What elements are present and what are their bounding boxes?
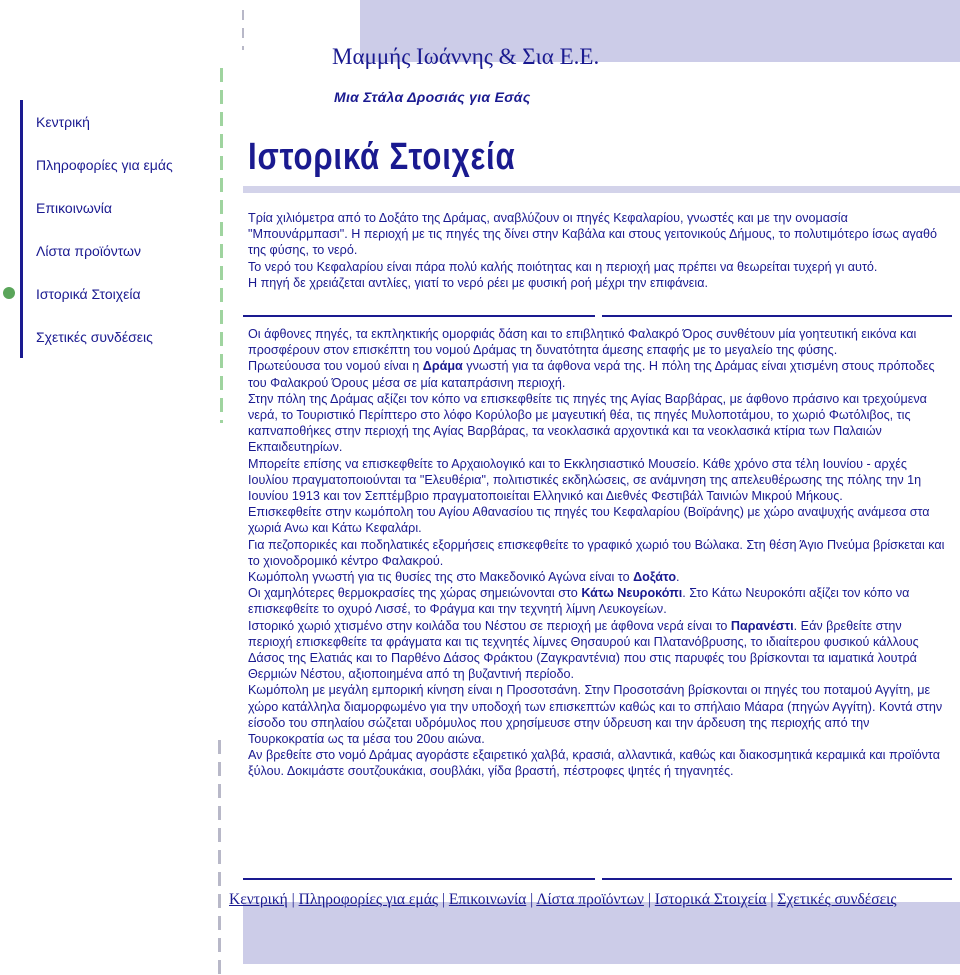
intro-paragraph: Το νερό του Κεφαλαρίου είναι πάρα πολύ καλής ποιότητας και η περιοχή μας πρέπει να θεωρείται τυχερή γι αυτό.	[248, 259, 878, 274]
text-run: γνωστή για τα άφθονα νερά της. Η πόλη της Δράμας είναι χτισμένη στους πρόποδες του Φαλακρού Όρους μέσα σε μία καταπράσινη περιοχή.	[248, 359, 935, 390]
footer-separator: |	[530, 891, 534, 908]
body-paragraph	[248, 358, 948, 390]
footer-link-products[interactable]: Λίστα προϊόντων	[536, 891, 644, 908]
sidebar-item-home[interactable]	[20, 100, 220, 143]
text-run: Κωμόπολη γνωστή για τις θυσίες της στο Μακεδονικό Αγώνα είναι το	[248, 570, 634, 585]
highlight-paranesti: Παρανέστι	[730, 618, 794, 633]
body-paragraph	[248, 585, 948, 617]
body-paragraph: Για πεζοπορικές και ποδηλατικές εξορμήσεις επισκεφθείτε το γραφικό χωριό του Βώλακα. Στη θέση Άγιο Πνεύμα βρίσκεται και το χιονοδρομικό κέντρο Φαλακρού.	[248, 537, 945, 568]
vertical-dashed-decor	[220, 68, 223, 423]
body-paragraph: Επισκεφθείτε στην κωμόπολη του Αγίου Αθανασίου τις πηγές του Κεφαλαρίου (Βοϊράνης) με χώρο αναψυχής ανάμεσα στα χωριά Ανω και Κάτω Κεφαλάρι.	[248, 505, 930, 536]
vertical-dashed-decor	[218, 740, 221, 975]
divider	[602, 315, 952, 317]
highlight-drama: Δράμα	[422, 359, 463, 374]
footer-separator: |	[770, 891, 774, 908]
active-indicator-icon	[3, 287, 15, 299]
sidebar-item-products[interactable]	[20, 229, 220, 272]
sidebar-item-label[interactable]: Ιστορικά Στοιχεία	[36, 285, 141, 302]
body-paragraph	[248, 569, 948, 585]
text-run: .	[676, 570, 680, 585]
page-title: Ιστορικά Στοιχεία	[248, 136, 516, 178]
intro-paragraph: Τρία χιλιόμετρα από το Δοξάτο της Δράμας, αναβλύζουν οι πηγές Κεφαλαρίου, γνωστές και με την ονομασία "Μπουνάρμπασι". Η περιοχή με τις πηγές της δίνει στην Καβάλα και στους γειτονικούς Δήμους, το πολυτιμότερο ίσως αγαθό της φύσης, το νερό.	[248, 211, 938, 258]
sidebar-item-about[interactable]	[20, 143, 220, 186]
divider	[602, 878, 952, 880]
footer-link-contact[interactable]: Επικοινωνία	[448, 891, 527, 908]
footer-link-history[interactable]: Ιστορικά Στοιχεία	[654, 891, 767, 908]
body-paragraph: Οι άφθονες πηγές, τα εκπληκτικής ομορφιάς δάση και το επιβλητικό Φαλακρό Όρος συνθέτουν μία γοητευτική εικόνα και προσφέρουν στον επισκέπτη του νομού Δράμας τη δυνατότητα άμεσης επαφής με το μεγαλείο της φύσης.	[248, 327, 917, 358]
sidebar-item-contact[interactable]	[20, 186, 220, 229]
footer-link-links[interactable]: Σχετικές συνδέσεις	[777, 891, 897, 908]
vertical-dashed-decor	[242, 10, 244, 50]
body-paragraph: Στην πόλη της Δράμας αξίζει τον κόπο να επισκεφθείτε τις πηγές της Αγίας Βαρβάρας, με άφθονο πράσινο και τρεχούμενα νερά, το Τουριστικό Περίπτερο στο λόφο Κορύλοβο με μαγευτική θέα, τις πηγές Μυλοποτάμου, το χωριό Φωτόλιβος, τις καπναποθήκες στην περιοχή της Αγίας Βαρβάρας, τα νεοκλασικά αρχοντικά και τα νεοκλασικά κτίρια των Παλαιών Εκπαιδευτηρίων.	[248, 391, 927, 455]
footer-separator: |	[291, 891, 295, 908]
footer-nav	[229, 890, 909, 910]
text-run: Οι χαμηλότερες θερμοκρασίες της χώρας σημειώνονται στο	[248, 586, 582, 601]
footer-link-home[interactable]: Κεντρική	[229, 891, 288, 908]
divider	[243, 878, 595, 880]
sidebar-item-label[interactable]: Σχετικές συνδέσεις	[36, 328, 153, 345]
sidebar-item-label[interactable]: Πληροφορίες για εμάς	[36, 156, 173, 173]
body-paragraph: Αν βρεθείτε στο νομό Δράμας αγοράστε εξαιρετικό χαλβά, κρασιά, αλλαντικά, καθώς και διακοσμητικά κεραμικά και προϊόντα ξύλου. Δοκιμάστε σουτζουκάκια, σουβλάκι, γίδα βραστή, πέστροφες ψητές ή τηγανητές.	[248, 748, 940, 779]
tagline: Μια Στάλα Δροσιάς για Εσάς	[334, 89, 531, 105]
highlight-kato-nevrokopi: Κάτω Νευροκόπι	[581, 586, 683, 601]
body-paragraph	[248, 618, 948, 683]
main-text	[248, 326, 948, 780]
sidebar-item-history[interactable]	[20, 272, 220, 315]
sidebar-item-label[interactable]: Επικοινωνία	[36, 199, 112, 216]
intro-paragraph: Η πηγή δε χρειάζεται αντλίες, γιατί το νερό ρέει με φυσική ροή μέχρι την επιφάνεια.	[248, 275, 708, 290]
company-name: Μαμμής Ιωάννης & Σια Ε.Ε.	[332, 44, 600, 69]
footer-separator: |	[441, 891, 445, 908]
intro-text	[248, 210, 948, 291]
sidebar-item-label[interactable]: Κεντρική	[36, 113, 90, 130]
text-run: Πρωτεύουσα του νομού είναι η	[248, 359, 423, 374]
highlight-doxato: Δοξάτο	[633, 570, 677, 585]
footer-link-about[interactable]: Πληροφορίες για εμάς	[298, 891, 439, 908]
divider	[243, 315, 595, 317]
title-underline-decor	[243, 186, 960, 193]
sidebar-item-links[interactable]	[20, 315, 220, 358]
sidebar-nav	[20, 100, 220, 358]
sidebar-item-label[interactable]: Λίστα προϊόντων	[36, 242, 141, 259]
text-run: Ιστορικό χωριό χτισμένο στην κοιλάδα του Νέστου σε περιοχή με άφθονα νερά είναι το	[248, 618, 731, 633]
footer-separator: |	[647, 891, 651, 908]
text-run: . Εάν βρεθείτε στην περιοχή επισκεφθείτε τα φράγματα και τις τεχνητές λίμνες Θησαυρού και Πλατανόβρυσης, το ιδιαίτερου φυσικού κάλλους Δάσος της Ελατιάς και το Παρθένο Δάσος Φράκτου (Ζαγκραντένια) που στις παρυφές του βρίσκονται τα ιαματικά λουτρά Θερμιών Νέστου, αξιοποιημένα από τη βυζαντινή περίοδο.	[248, 618, 919, 682]
footer-decor-block	[243, 902, 960, 964]
body-paragraph: Μπορείτε επίσης να επισκεφθείτε το Αρχαιολογικό και το Εκκλησιαστικό Μουσείο. Κάθε χρόνο στα τέλη Ιουνίου - αρχές Ιουλίου πραγματοποιούνται τα "Ελευθέρια", πολιτιστικές εκδηλώσεις, σε ανάμνηση της απελευθέρωσης της πόλης την 1η Ιουνίου 1913 και τον Σεπτέμβριο πραγματοποιείται Ελληνικό και Διεθνές Φεστιβάλ Ταινιών Μικρού Μήκους.	[248, 456, 922, 504]
text-run: . Στο Κάτω Νευροκόπι αξίζει τον κόπο να επισκεφθείτε το οχυρό Λισσέ, το Φράγμα και την τεχνητή λίμνη Λευκογείων.	[248, 586, 910, 617]
body-paragraph: Κωμόπολη με μεγάλη εμπορική κίνηση είναι η Προσοτσάνη. Στην Προσοτσάνη βρίσκονται οι πηγές του ποταμού Αγγίτη, με χώρο κατάλληλα διαμορφωμένο για την υποδοχή των επισκεπτών καθώς και το σπήλαιο Μάαρα (πηγών Αγγίτη). Κοντά στην είσοδο του σπηλαίου σώζεται υδρόμυλος που χρησίμευσε στην ύδρευση και την άρδευση της περιοχής από την Τουρκοκρατία ως τα μέσα του 20ου αιώνα.	[248, 683, 943, 747]
